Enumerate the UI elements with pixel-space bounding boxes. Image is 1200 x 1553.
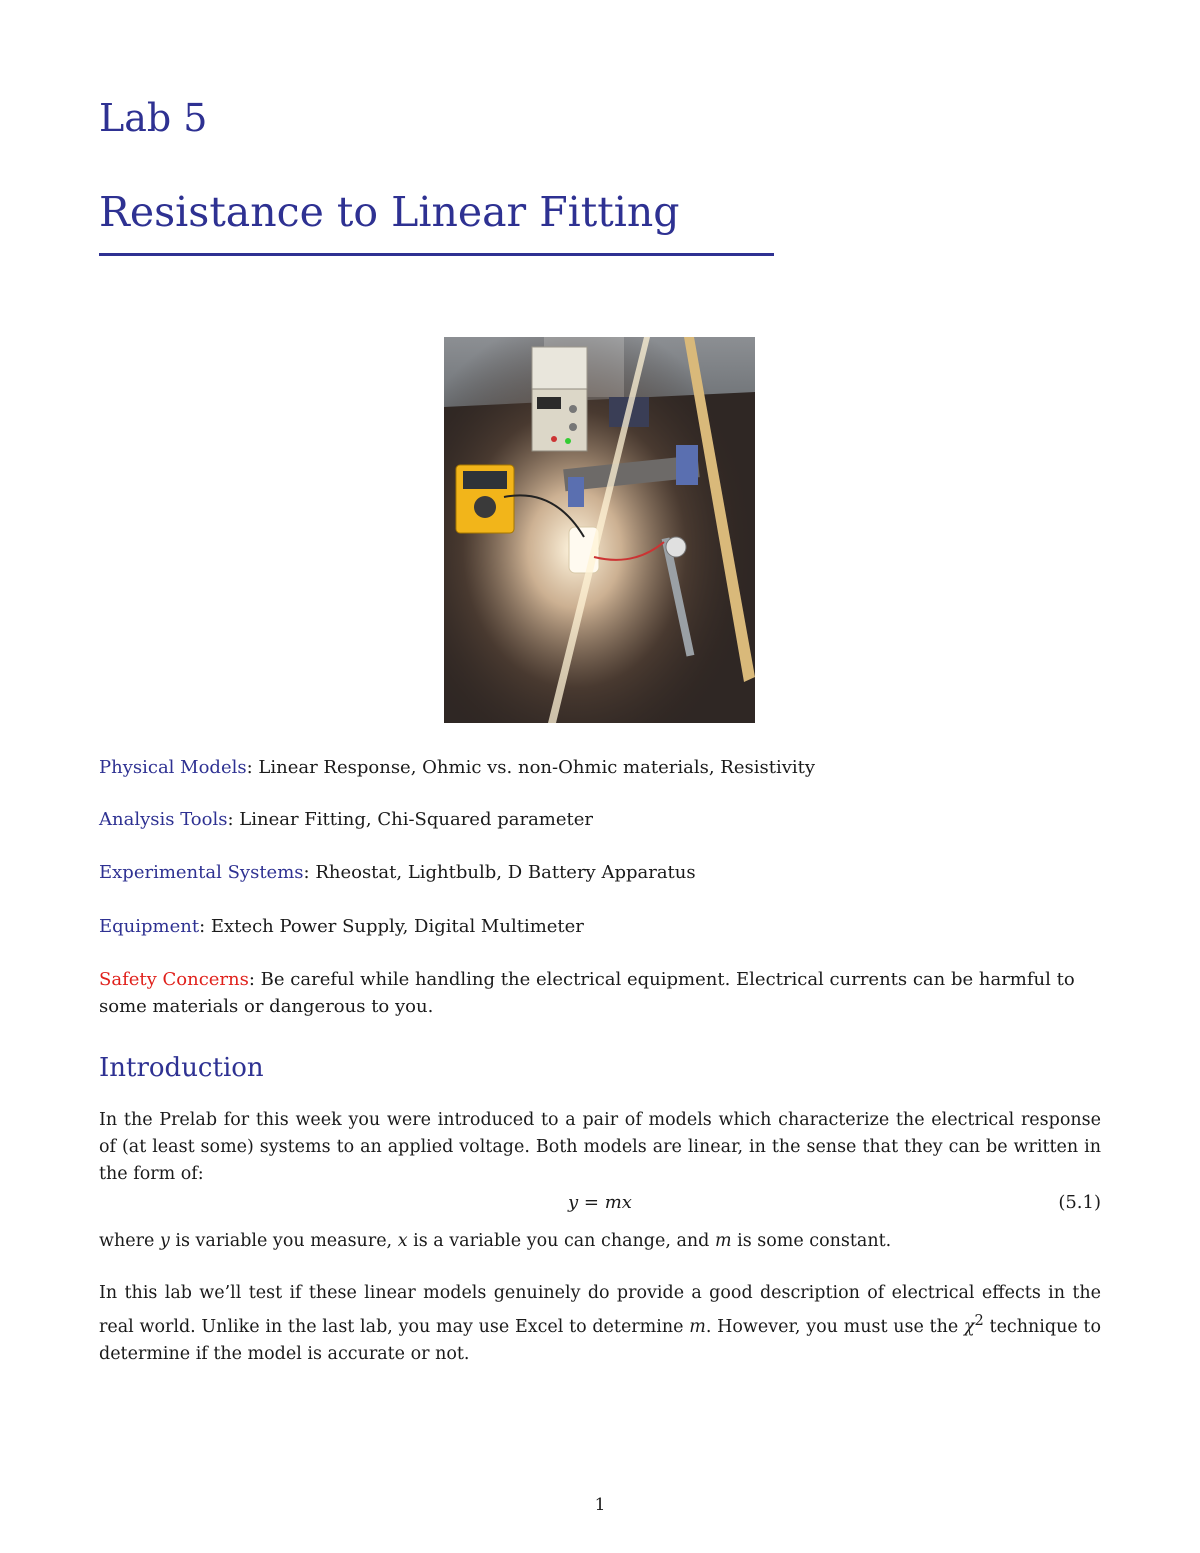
meta-label: Equipment bbox=[99, 916, 200, 937]
meta-equipment: Equipment: Extech Power Supply, Digital Multimeter bbox=[99, 916, 584, 937]
lab-number: Lab 5 bbox=[99, 96, 208, 140]
where-paragraph bbox=[99, 1228, 1101, 1255]
lab-title: Resistance to Linear Fitting bbox=[99, 188, 680, 236]
meta-experimental-systems: Experimental Systems: Rheostat, Lightbulb, D Battery Apparatus bbox=[99, 862, 696, 883]
meta-label: Analysis Tools bbox=[99, 809, 228, 830]
math-variable: y bbox=[159, 1231, 170, 1251]
meta-label: Safety Concerns bbox=[99, 969, 249, 990]
lab-goal-paragraph bbox=[99, 1280, 1101, 1368]
text-span: where bbox=[99, 1231, 160, 1251]
text-span: is some constant. bbox=[731, 1231, 892, 1251]
meta-analysis-tools: Analysis Tools: Linear Fitting, Chi-Squared parameter bbox=[99, 809, 594, 830]
meta-safety-concerns: Safety Concerns: Be careful while handling the electrical equipment. Electrical currents can be harmful to some materials or dangerous to you. bbox=[99, 969, 1075, 1017]
math-variable: m bbox=[689, 1316, 706, 1337]
math-variable: x bbox=[397, 1231, 408, 1251]
photo-illustration bbox=[444, 337, 755, 723]
text-span: is variable you measure, bbox=[169, 1231, 398, 1251]
intro-paragraph: In the Prelab for this week you were introduced to a pair of models which characterize the electrical response of (at least some) systems to an applied voltage. Both models are linear, in the sense that they can be written in the form of: bbox=[99, 1110, 1101, 1184]
superscript: 2 bbox=[974, 1312, 984, 1329]
title-rule bbox=[99, 253, 774, 256]
meta-label: Physical Models bbox=[99, 757, 247, 778]
meta-value: Rheostat, Lightbulb, D Battery Apparatus bbox=[315, 862, 696, 883]
equation-5-1 bbox=[99, 1189, 1101, 1216]
meta-physical-models: Physical Models: Linear Response, Ohmic vs. non-Ohmic materials, Resistivity bbox=[99, 757, 816, 778]
math-variable: χ bbox=[963, 1316, 975, 1337]
meta-label: Experimental Systems bbox=[99, 862, 304, 883]
text-span: In this lab we’ll test if these linear models genuinely do provide a good description of electrical effects in the real world. Unlike in the last lab, you may use Excel to determine bbox=[99, 1283, 1101, 1337]
meta-value: Be careful while handling the electrical equipment. Electrical currents can be harmful to some materials or dangerous to you. bbox=[99, 969, 1075, 1017]
equation-body: y = mx bbox=[568, 1192, 632, 1213]
math-variable: m bbox=[714, 1231, 732, 1251]
meta-value: Extech Power Supply, Digital Multimeter bbox=[210, 916, 584, 937]
lab-apparatus-photo bbox=[444, 337, 755, 723]
equation-number: (5.1) bbox=[1058, 1192, 1101, 1213]
page-number: 1 bbox=[594, 1495, 606, 1515]
text-span: is a variable you can change, and bbox=[407, 1231, 715, 1251]
section-heading-introduction: Introduction bbox=[99, 1053, 264, 1083]
meta-value: Linear Fitting, Chi-Squared parameter bbox=[239, 809, 594, 830]
text-span: . However, you must use the bbox=[705, 1316, 964, 1337]
meta-value: Linear Response, Ohmic vs. non-Ohmic materials, Resistivity bbox=[258, 757, 816, 778]
text-span: technique to determine if the model is accurate or not. bbox=[99, 1316, 1101, 1364]
